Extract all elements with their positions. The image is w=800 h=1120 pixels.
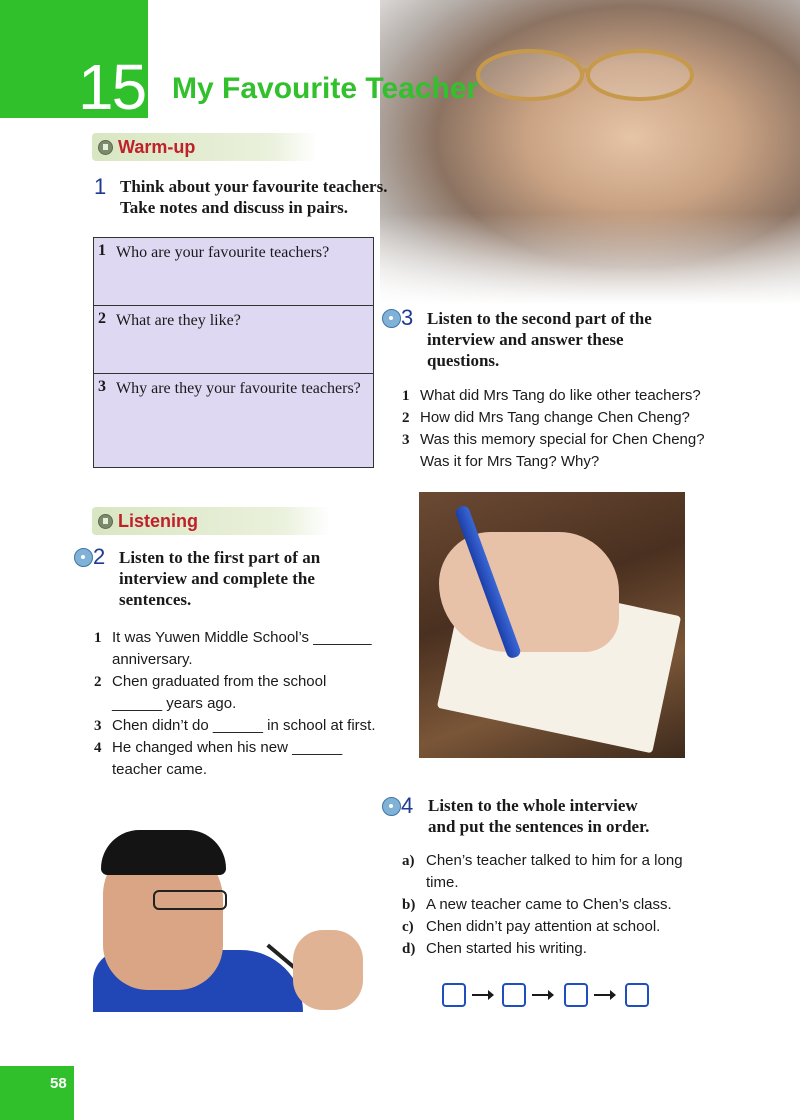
- order-box[interactable]: [502, 983, 526, 1007]
- list-item: [402, 385, 722, 407]
- exercise-4-instruction-line: Listen to the whole interview: [428, 796, 638, 815]
- exercise-4-number: 4: [401, 793, 414, 818]
- audio-cd-icon[interactable]: [382, 797, 401, 816]
- exercise-3-instruction-line: questions.: [427, 351, 500, 370]
- exercise-3-number: 3: [401, 305, 414, 330]
- list-item: [94, 671, 384, 715]
- arrow-right-icon: [532, 994, 550, 996]
- exercise-3-instruction-line: Listen to the second part of the: [427, 309, 652, 328]
- item-text: It was Yuwen Middle School’s _______: [112, 629, 372, 646]
- page-number: 58: [50, 1075, 67, 1092]
- item-text: Was it for Mrs Tang? Why?: [420, 453, 600, 470]
- list-item: [402, 429, 722, 473]
- exercise-1-instruction-line: Take notes and discuss in pairs.: [120, 198, 349, 217]
- arrow-right-icon: [594, 994, 612, 996]
- writing-hand-photo: [419, 492, 685, 758]
- list-item: [94, 715, 384, 737]
- list-item: [402, 407, 722, 429]
- interviewee-photo: [93, 830, 371, 1012]
- order-box[interactable]: [625, 983, 649, 1007]
- warmup-banner: [92, 133, 317, 161]
- list-item: [402, 894, 712, 916]
- exercise-3-instruction: [427, 308, 652, 371]
- item-number: 3: [402, 432, 410, 448]
- item-number: 1: [94, 630, 102, 646]
- item-text: Chen didn’t pay attention at school.: [426, 918, 661, 935]
- exercise-2-sentences: [94, 627, 384, 781]
- exercise-2-instruction-line: interview and complete the: [119, 569, 315, 588]
- item-number: 1: [402, 388, 410, 404]
- item-letter: d): [402, 941, 416, 957]
- item-text: anniversary.: [112, 651, 193, 668]
- warmup-banner-label: Warm-up: [118, 137, 196, 157]
- notes-row[interactable]: [94, 306, 373, 374]
- listening-banner-label: Listening: [118, 511, 198, 531]
- item-text: He changed when his new ______: [112, 739, 343, 756]
- hand-shape: [439, 532, 619, 652]
- row-number: 2: [98, 310, 106, 327]
- page-title: My Favourite Teacher: [172, 72, 479, 105]
- notes-row[interactable]: [94, 238, 373, 306]
- arrow-right-icon: [472, 994, 490, 996]
- glasses-shape: [470, 45, 700, 105]
- glasses-shape: [153, 890, 227, 910]
- notes-table: [93, 237, 374, 468]
- row-question: What are they like?: [116, 312, 241, 329]
- list-item: [94, 737, 384, 781]
- exercise-1-instruction: [120, 176, 387, 218]
- item-number: 2: [94, 674, 102, 690]
- order-box[interactable]: [442, 983, 466, 1007]
- exercise-4-instruction: [428, 795, 649, 837]
- item-letter: a): [402, 853, 415, 869]
- exercise-2-number: 2: [93, 544, 106, 569]
- row-question: Who are your favourite teachers?: [116, 244, 330, 261]
- bullet-icon: [98, 514, 113, 529]
- row-number: 1: [98, 242, 106, 259]
- exercise-4-sentences: [402, 850, 712, 960]
- item-letter: b): [402, 897, 416, 913]
- item-number: 4: [94, 740, 102, 756]
- list-item: [402, 938, 712, 960]
- item-text: time.: [426, 874, 459, 891]
- item-number: 2: [402, 410, 410, 426]
- audio-cd-icon[interactable]: [74, 548, 93, 567]
- exercise-2-instruction-line: sentences.: [119, 590, 192, 609]
- listening-banner: [92, 507, 330, 535]
- item-text: Chen graduated from the school: [112, 673, 327, 690]
- item-text: How did Mrs Tang change Chen Cheng?: [420, 409, 690, 426]
- item-letter: c): [402, 919, 414, 935]
- unit-number: 15: [78, 51, 146, 123]
- item-text: Chen didn’t do ______ in school at first.: [112, 717, 376, 734]
- item-text: Was this memory special for Chen Cheng?: [420, 431, 705, 448]
- item-text: Chen’s teacher talked to him for a long: [426, 852, 683, 869]
- audio-cd-icon[interactable]: [382, 309, 401, 328]
- hand-shape: [293, 930, 363, 1010]
- exercise-2-instruction-line: Listen to the first part of an: [119, 548, 321, 567]
- bullet-icon: [98, 140, 113, 155]
- notes-row[interactable]: [94, 374, 373, 467]
- exercise-1-number: 1: [94, 174, 107, 199]
- row-question: Why are they your favourite teachers?: [116, 380, 361, 397]
- exercise-2-instruction: [119, 547, 320, 610]
- list-item: [94, 627, 384, 671]
- item-number: 3: [94, 718, 102, 734]
- row-number: 3: [98, 378, 106, 395]
- hair-shape: [101, 830, 226, 875]
- item-text: ______ years ago.: [112, 695, 237, 712]
- exercise-4-instruction-line: and put the sentences in order.: [428, 817, 650, 836]
- item-text: A new teacher came to Chen’s class.: [426, 896, 672, 913]
- list-item: [402, 916, 712, 938]
- exercise-3-questions: [402, 385, 722, 473]
- item-text: teacher came.: [112, 761, 208, 778]
- item-text: Chen started his writing.: [426, 940, 587, 957]
- order-box[interactable]: [564, 983, 588, 1007]
- exercise-1-instruction-line: Think about your favourite teachers.: [120, 177, 388, 196]
- exercise-3-instruction-line: interview and answer these: [427, 330, 624, 349]
- item-text: What did Mrs Tang do like other teachers?: [420, 387, 701, 404]
- list-item: [402, 850, 712, 894]
